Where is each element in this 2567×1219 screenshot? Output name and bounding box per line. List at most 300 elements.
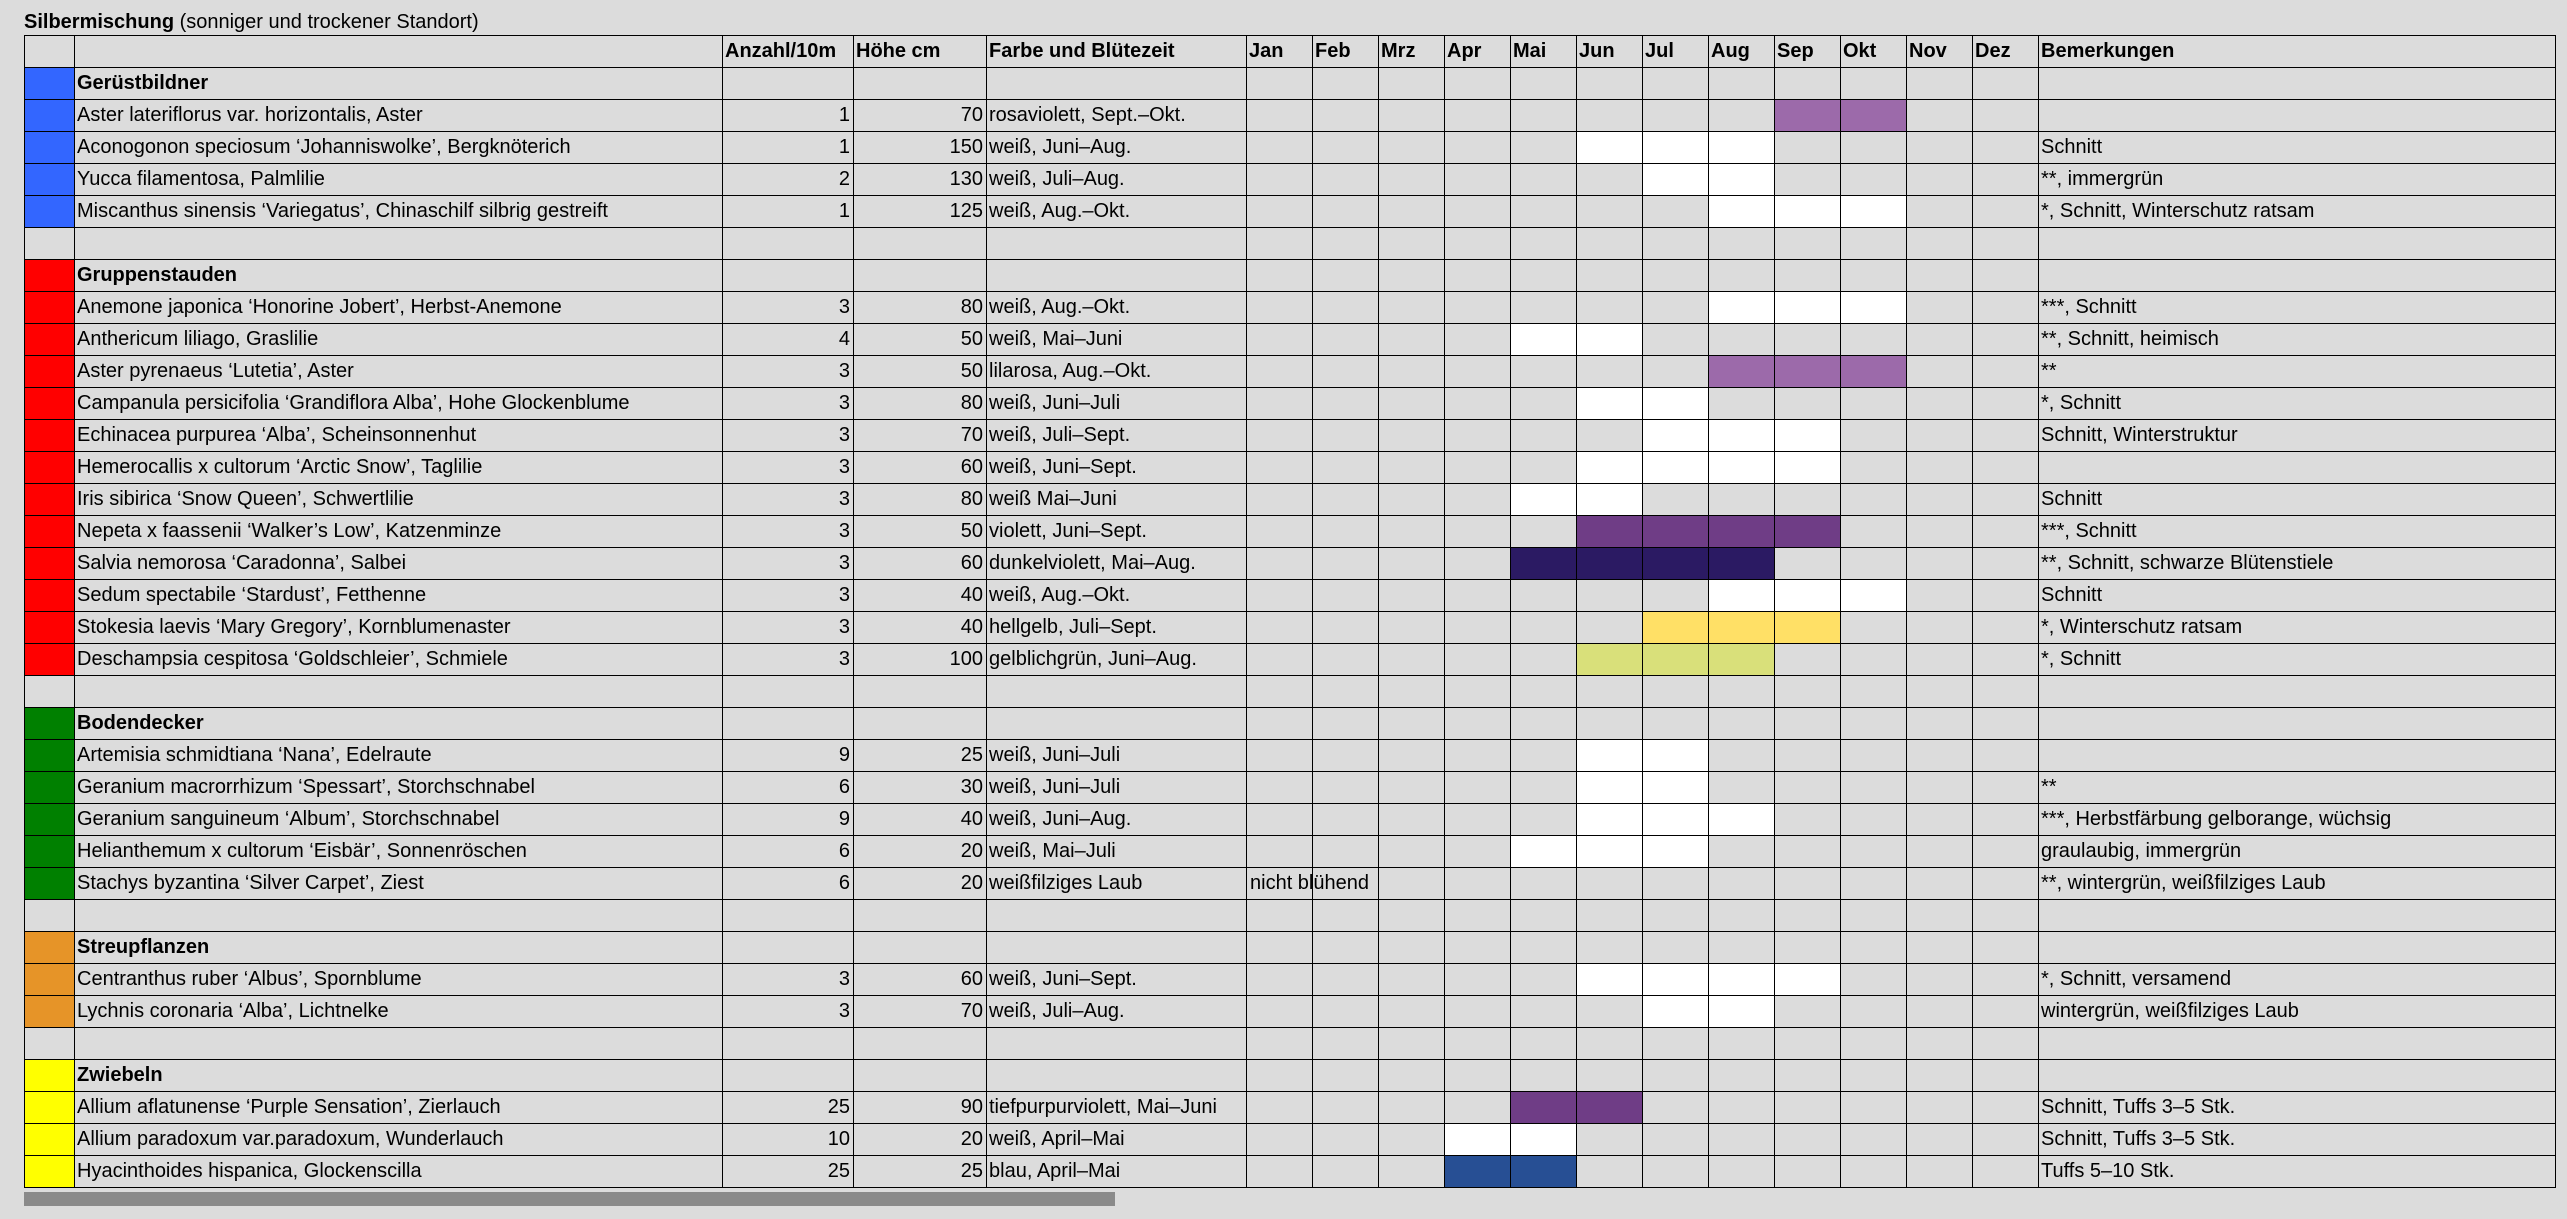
plant-name[interactable]: Nepeta x faassenii ‘Walker’s Low’, Katzenminze [75, 516, 723, 548]
empty-cell[interactable] [1907, 68, 1973, 100]
quantity[interactable]: 3 [723, 580, 854, 612]
header-cell[interactable]: Jun [1577, 36, 1643, 68]
empty-cell[interactable] [723, 708, 854, 740]
header-cell[interactable]: Aug [1709, 36, 1775, 68]
month-cell[interactable] [1445, 324, 1511, 356]
month-cell[interactable] [1709, 580, 1775, 612]
month-cell[interactable] [1709, 100, 1775, 132]
color-marker[interactable] [25, 900, 75, 932]
plant-name[interactable]: Allium aflatunense ‘Purple Sensation’, Zierlauch [75, 1092, 723, 1124]
empty-cell[interactable] [1379, 676, 1445, 708]
empty-cell[interactable] [1313, 1060, 1379, 1092]
empty-cell[interactable] [1841, 1060, 1907, 1092]
month-cell[interactable] [1445, 740, 1511, 772]
empty-cell[interactable] [1445, 1028, 1511, 1060]
height[interactable]: 50 [854, 356, 987, 388]
month-cell[interactable] [1775, 868, 1841, 900]
month-cell[interactable] [1775, 644, 1841, 676]
month-cell[interactable] [1775, 100, 1841, 132]
month-cell[interactable] [1577, 1124, 1643, 1156]
month-cell[interactable] [1313, 132, 1379, 164]
quantity[interactable]: 3 [723, 420, 854, 452]
empty-cell[interactable] [1313, 932, 1379, 964]
month-cell[interactable] [1577, 132, 1643, 164]
empty-cell[interactable] [1973, 68, 2039, 100]
empty-cell[interactable] [1247, 676, 1313, 708]
empty-cell[interactable] [1709, 260, 1775, 292]
empty-cell[interactable] [723, 900, 854, 932]
month-cell[interactable] [1709, 772, 1775, 804]
month-cell[interactable] [1907, 964, 1973, 996]
month-cell[interactable] [1577, 1092, 1643, 1124]
month-cell[interactable] [1379, 164, 1445, 196]
remarks[interactable]: *, Schnitt [2039, 644, 2556, 676]
empty-cell[interactable] [1775, 68, 1841, 100]
month-cell[interactable] [1511, 388, 1577, 420]
header-cell[interactable]: Höhe cm [854, 36, 987, 68]
color-marker[interactable] [25, 932, 75, 964]
month-cell[interactable] [1445, 292, 1511, 324]
bloom-info[interactable]: weiß, Juni–Juli [987, 388, 1247, 420]
month-cell[interactable] [1643, 772, 1709, 804]
month-cell[interactable] [1643, 836, 1709, 868]
bloom-info[interactable]: lilarosa, Aug.–Okt. [987, 356, 1247, 388]
month-cell[interactable] [1643, 196, 1709, 228]
month-cell[interactable] [1313, 804, 1379, 836]
empty-cell[interactable] [1577, 676, 1643, 708]
month-cell[interactable] [1775, 452, 1841, 484]
empty-cell[interactable] [1247, 708, 1313, 740]
month-cell[interactable] [1907, 388, 1973, 420]
header-cell[interactable]: Jan [1247, 36, 1313, 68]
month-cell[interactable] [1511, 868, 1577, 900]
empty-cell[interactable] [854, 900, 987, 932]
month-cell[interactable] [1709, 164, 1775, 196]
month-cell[interactable] [1247, 644, 1313, 676]
month-cell[interactable] [1247, 612, 1313, 644]
quantity[interactable]: 9 [723, 804, 854, 836]
month-cell[interactable] [1577, 164, 1643, 196]
month-cell[interactable] [1445, 516, 1511, 548]
month-cell[interactable] [1643, 164, 1709, 196]
empty-cell[interactable] [1709, 228, 1775, 260]
color-marker[interactable] [25, 580, 75, 612]
month-cell[interactable] [1379, 580, 1445, 612]
empty-cell[interactable] [723, 260, 854, 292]
height[interactable]: 30 [854, 772, 987, 804]
color-marker[interactable] [25, 420, 75, 452]
month-cell[interactable] [1379, 1092, 1445, 1124]
month-cell[interactable] [1841, 164, 1907, 196]
month-cell[interactable] [1775, 612, 1841, 644]
month-cell[interactable] [1379, 516, 1445, 548]
month-cell[interactable] [1577, 292, 1643, 324]
month-cell[interactable] [1841, 804, 1907, 836]
empty-cell[interactable] [2039, 228, 2556, 260]
bloom-info[interactable]: weiß, Mai–Juli [987, 836, 1247, 868]
quantity[interactable]: 9 [723, 740, 854, 772]
color-marker[interactable] [25, 484, 75, 516]
month-cell[interactable] [1313, 420, 1379, 452]
month-cell[interactable] [1973, 580, 2039, 612]
height[interactable]: 90 [854, 1092, 987, 1124]
height[interactable]: 20 [854, 836, 987, 868]
month-cell[interactable] [1907, 356, 1973, 388]
month-cell[interactable] [1775, 484, 1841, 516]
month-cell[interactable] [1841, 644, 1907, 676]
empty-cell[interactable] [1445, 676, 1511, 708]
month-cell[interactable] [1973, 868, 2039, 900]
empty-cell[interactable] [1907, 260, 1973, 292]
month-cell[interactable] [1841, 1124, 1907, 1156]
empty-cell[interactable] [1247, 1028, 1313, 1060]
month-cell[interactable] [1577, 516, 1643, 548]
color-marker[interactable] [25, 452, 75, 484]
month-cell[interactable] [1907, 324, 1973, 356]
empty-cell[interactable] [1445, 260, 1511, 292]
month-cell[interactable] [1643, 612, 1709, 644]
bloom-info[interactable]: blau, April–Mai [987, 1156, 1247, 1188]
month-cell[interactable] [1643, 452, 1709, 484]
empty-cell[interactable] [1973, 1060, 2039, 1092]
bloom-info[interactable]: tiefpurpurviolett, Mai–Juni [987, 1092, 1247, 1124]
bloom-info[interactable]: weiß Mai–Juni [987, 484, 1247, 516]
month-cell[interactable] [1907, 1156, 1973, 1188]
month-cell[interactable] [1577, 452, 1643, 484]
month-cell[interactable] [1775, 1156, 1841, 1188]
month-cell[interactable] [1577, 964, 1643, 996]
empty-cell[interactable] [1709, 1060, 1775, 1092]
month-cell[interactable] [1973, 1092, 2039, 1124]
quantity[interactable]: 3 [723, 548, 854, 580]
month-cell[interactable] [1511, 1156, 1577, 1188]
empty-cell[interactable] [1247, 932, 1313, 964]
month-cell[interactable] [1511, 1092, 1577, 1124]
month-cell[interactable] [1247, 740, 1313, 772]
group-title[interactable]: Streupflanzen [75, 932, 723, 964]
month-cell[interactable] [1511, 516, 1577, 548]
month-cell[interactable] [1643, 420, 1709, 452]
month-cell[interactable] [1709, 196, 1775, 228]
empty-cell[interactable] [1643, 1028, 1709, 1060]
month-cell[interactable] [1907, 772, 1973, 804]
month-cell[interactable] [1973, 740, 2039, 772]
plant-name[interactable]: Iris sibirica ‘Snow Queen’, Schwertlilie [75, 484, 723, 516]
month-cell[interactable] [1577, 196, 1643, 228]
empty-cell[interactable] [1973, 900, 2039, 932]
month-cell[interactable] [1445, 1156, 1511, 1188]
month-cell[interactable] [1775, 388, 1841, 420]
empty-cell[interactable] [1907, 900, 1973, 932]
month-cell[interactable] [1973, 324, 2039, 356]
remarks[interactable]: ** [2039, 356, 2556, 388]
empty-cell[interactable] [854, 708, 987, 740]
month-cell[interactable] [1643, 292, 1709, 324]
empty-cell[interactable] [1577, 1028, 1643, 1060]
empty-cell[interactable] [1709, 1028, 1775, 1060]
month-cell[interactable] [1379, 804, 1445, 836]
quantity[interactable]: 6 [723, 836, 854, 868]
empty-cell[interactable] [1907, 708, 1973, 740]
plant-name[interactable]: Geranium sanguineum ‘Album’, Storchschnabel [75, 804, 723, 836]
month-cell[interactable] [1577, 836, 1643, 868]
color-marker[interactable] [25, 68, 75, 100]
empty-cell[interactable] [1511, 900, 1577, 932]
empty-cell[interactable] [1907, 676, 1973, 708]
empty-cell[interactable] [1313, 68, 1379, 100]
month-cell[interactable] [1247, 196, 1313, 228]
month-cell[interactable] [1973, 548, 2039, 580]
month-cell[interactable] [1709, 132, 1775, 164]
group-title[interactable]: Gruppenstauden [75, 260, 723, 292]
bloom-info[interactable]: weiß, Juni–Sept. [987, 964, 1247, 996]
bloom-info[interactable]: weiß, Juli–Aug. [987, 164, 1247, 196]
header-cell[interactable]: Bemerkungen [2039, 36, 2556, 68]
month-cell[interactable] [1511, 100, 1577, 132]
month-cell[interactable] [1973, 100, 2039, 132]
color-marker[interactable] [25, 804, 75, 836]
empty-cell[interactable] [2039, 900, 2556, 932]
month-cell[interactable] [1313, 164, 1379, 196]
empty-cell[interactable] [75, 676, 723, 708]
color-marker[interactable] [25, 260, 75, 292]
empty-cell[interactable] [75, 228, 723, 260]
month-cell[interactable] [1511, 324, 1577, 356]
plant-name[interactable]: Aconogonon speciosum ‘Johanniswolke’, Bergknöterich [75, 132, 723, 164]
month-cell[interactable] [1973, 164, 2039, 196]
month-cell[interactable] [1841, 516, 1907, 548]
plant-name[interactable]: Lychnis coronaria ‘Alba’, Lichtnelke [75, 996, 723, 1028]
month-cell[interactable] [1709, 548, 1775, 580]
color-marker[interactable] [25, 836, 75, 868]
empty-cell[interactable] [1973, 932, 2039, 964]
empty-cell[interactable] [987, 1060, 1247, 1092]
empty-cell[interactable] [854, 1028, 987, 1060]
month-cell[interactable] [1247, 1092, 1313, 1124]
height[interactable]: 80 [854, 292, 987, 324]
month-cell[interactable] [1577, 612, 1643, 644]
month-cell[interactable] [1379, 292, 1445, 324]
month-cell[interactable] [1709, 516, 1775, 548]
empty-cell[interactable] [1313, 900, 1379, 932]
month-cell[interactable] [1907, 100, 1973, 132]
group-title[interactable]: Gerüstbildner [75, 68, 723, 100]
month-cell[interactable] [1511, 164, 1577, 196]
month-cell[interactable] [1379, 996, 1445, 1028]
empty-cell[interactable] [1511, 708, 1577, 740]
month-cell[interactable] [1709, 1124, 1775, 1156]
plant-name[interactable]: Stokesia laevis ‘Mary Gregory’, Kornblumenaster [75, 612, 723, 644]
height[interactable]: 70 [854, 420, 987, 452]
empty-cell[interactable] [987, 260, 1247, 292]
month-cell[interactable] [1775, 836, 1841, 868]
month-cell[interactable] [1577, 484, 1643, 516]
month-cell[interactable] [1841, 836, 1907, 868]
month-cell[interactable] [1841, 324, 1907, 356]
header-cell[interactable]: Mrz [1379, 36, 1445, 68]
empty-cell[interactable] [1775, 260, 1841, 292]
empty-cell[interactable] [1379, 260, 1445, 292]
month-cell[interactable] [1643, 324, 1709, 356]
header-cell[interactable]: Mai [1511, 36, 1577, 68]
empty-cell[interactable] [1577, 260, 1643, 292]
month-cell[interactable] [1247, 388, 1313, 420]
empty-cell[interactable] [1775, 1028, 1841, 1060]
height[interactable]: 20 [854, 868, 987, 900]
month-cell[interactable] [1907, 1124, 1973, 1156]
month-cell[interactable] [1379, 324, 1445, 356]
month-cell[interactable] [1511, 1124, 1577, 1156]
empty-cell[interactable] [1643, 68, 1709, 100]
month-cell[interactable] [1907, 1092, 1973, 1124]
month-cell[interactable] [1247, 964, 1313, 996]
header-cell[interactable]: Nov [1907, 36, 1973, 68]
month-cell[interactable] [1973, 804, 2039, 836]
month-cell[interactable] [1313, 292, 1379, 324]
header-cell[interactable]: Anzahl/10m [723, 36, 854, 68]
month-cell[interactable] [1775, 580, 1841, 612]
month-cell[interactable] [1511, 964, 1577, 996]
empty-cell[interactable] [987, 68, 1247, 100]
empty-cell[interactable] [987, 708, 1247, 740]
empty-cell[interactable] [854, 68, 987, 100]
empty-cell[interactable] [1511, 932, 1577, 964]
month-cell[interactable] [1445, 100, 1511, 132]
month-cell[interactable] [1247, 100, 1313, 132]
bloom-info[interactable]: weiß, Aug.–Okt. [987, 580, 1247, 612]
month-cell[interactable] [1511, 580, 1577, 612]
month-cell[interactable] [1775, 324, 1841, 356]
empty-cell[interactable] [1841, 708, 1907, 740]
empty-cell[interactable] [987, 1028, 1247, 1060]
color-marker[interactable] [25, 740, 75, 772]
month-cell[interactable] [1313, 612, 1379, 644]
height[interactable]: 100 [854, 644, 987, 676]
empty-cell[interactable] [1445, 68, 1511, 100]
empty-cell[interactable] [1379, 900, 1445, 932]
month-cell[interactable] [1709, 1092, 1775, 1124]
remarks[interactable] [2039, 740, 2556, 772]
bloom-info[interactable]: weiß, Juni–Aug. [987, 804, 1247, 836]
empty-cell[interactable] [1313, 708, 1379, 740]
month-cell[interactable] [1313, 484, 1379, 516]
bloom-info[interactable]: weiß, Mai–Juni [987, 324, 1247, 356]
month-cell[interactable] [1709, 356, 1775, 388]
empty-cell[interactable] [1907, 932, 1973, 964]
month-cell[interactable] [1907, 580, 1973, 612]
bloom-info[interactable]: weiß, Juni–Sept. [987, 452, 1247, 484]
month-cell[interactable] [1775, 516, 1841, 548]
month-cell[interactable] [1775, 740, 1841, 772]
remarks[interactable] [2039, 100, 2556, 132]
header-cell[interactable]: Apr [1445, 36, 1511, 68]
empty-cell[interactable] [1841, 68, 1907, 100]
empty-cell[interactable] [854, 228, 987, 260]
color-marker[interactable] [25, 964, 75, 996]
empty-cell[interactable] [1643, 228, 1709, 260]
bloom-info[interactable]: weißfilziges Laub [987, 868, 1247, 900]
month-cell[interactable] [1643, 516, 1709, 548]
color-marker[interactable] [25, 548, 75, 580]
empty-cell[interactable] [1379, 708, 1445, 740]
month-cell[interactable] [1973, 132, 2039, 164]
remarks[interactable]: wintergrün, weißfilziges Laub [2039, 996, 2556, 1028]
month-cell[interactable] [1247, 164, 1313, 196]
color-marker[interactable] [25, 324, 75, 356]
empty-cell[interactable] [723, 68, 854, 100]
quantity[interactable]: 6 [723, 868, 854, 900]
color-marker[interactable] [25, 1124, 75, 1156]
height[interactable]: 50 [854, 516, 987, 548]
remarks[interactable]: ***, Schnitt [2039, 292, 2556, 324]
empty-cell[interactable] [2039, 676, 2556, 708]
month-cell[interactable] [1445, 452, 1511, 484]
empty-cell[interactable] [1907, 228, 1973, 260]
month-cell[interactable] [1379, 836, 1445, 868]
empty-cell[interactable] [1841, 1028, 1907, 1060]
month-cell[interactable] [1907, 452, 1973, 484]
empty-cell[interactable] [1973, 676, 2039, 708]
remarks[interactable]: Schnitt [2039, 132, 2556, 164]
empty-cell[interactable] [1313, 1028, 1379, 1060]
month-cell[interactable] [1643, 1156, 1709, 1188]
month-cell[interactable] [1379, 740, 1445, 772]
month-cell[interactable] [1709, 644, 1775, 676]
height[interactable]: 60 [854, 964, 987, 996]
month-cell[interactable] [1379, 420, 1445, 452]
plant-name[interactable]: Hyacinthoides hispanica, Glockenscilla [75, 1156, 723, 1188]
height[interactable]: 40 [854, 580, 987, 612]
month-cell[interactable] [1577, 388, 1643, 420]
empty-cell[interactable] [987, 676, 1247, 708]
month-cell[interactable] [1445, 1124, 1511, 1156]
month-cell[interactable] [1577, 1156, 1643, 1188]
month-cell[interactable] [1445, 804, 1511, 836]
month-cell[interactable] [1511, 196, 1577, 228]
month-cell[interactable] [1709, 484, 1775, 516]
header-cell[interactable]: Dez [1973, 36, 2039, 68]
month-cell[interactable] [1313, 516, 1379, 548]
month-cell[interactable] [1445, 420, 1511, 452]
month-cell[interactable] [1841, 548, 1907, 580]
month-cell[interactable] [1445, 836, 1511, 868]
month-cell[interactable] [1445, 548, 1511, 580]
quantity[interactable]: 3 [723, 516, 854, 548]
month-cell[interactable] [1247, 132, 1313, 164]
remarks[interactable]: ***, Schnitt [2039, 516, 2556, 548]
quantity[interactable]: 3 [723, 964, 854, 996]
header-cell[interactable]: Feb [1313, 36, 1379, 68]
month-cell[interactable] [1841, 132, 1907, 164]
month-cell[interactable] [1313, 580, 1379, 612]
month-cell[interactable] [1577, 996, 1643, 1028]
month-cell[interactable] [1313, 740, 1379, 772]
plant-name[interactable]: Anemone japonica ‘Honorine Jobert’, Herbst-Anemone [75, 292, 723, 324]
remarks[interactable]: Schnitt, Tuffs 3–5 Stk. [2039, 1092, 2556, 1124]
empty-cell[interactable] [1973, 708, 2039, 740]
bloom-info[interactable]: violett, Juni–Sept. [987, 516, 1247, 548]
month-cell[interactable] [1643, 1092, 1709, 1124]
month-cell[interactable] [1841, 1092, 1907, 1124]
month-cell[interactable] [1709, 964, 1775, 996]
empty-cell[interactable] [1313, 260, 1379, 292]
empty-cell[interactable] [1247, 1060, 1313, 1092]
empty-cell[interactable] [1577, 1060, 1643, 1092]
month-cell[interactable] [1445, 868, 1511, 900]
month-cell[interactable] [1907, 196, 1973, 228]
month-cell[interactable] [1511, 452, 1577, 484]
empty-cell[interactable] [2039, 1028, 2556, 1060]
